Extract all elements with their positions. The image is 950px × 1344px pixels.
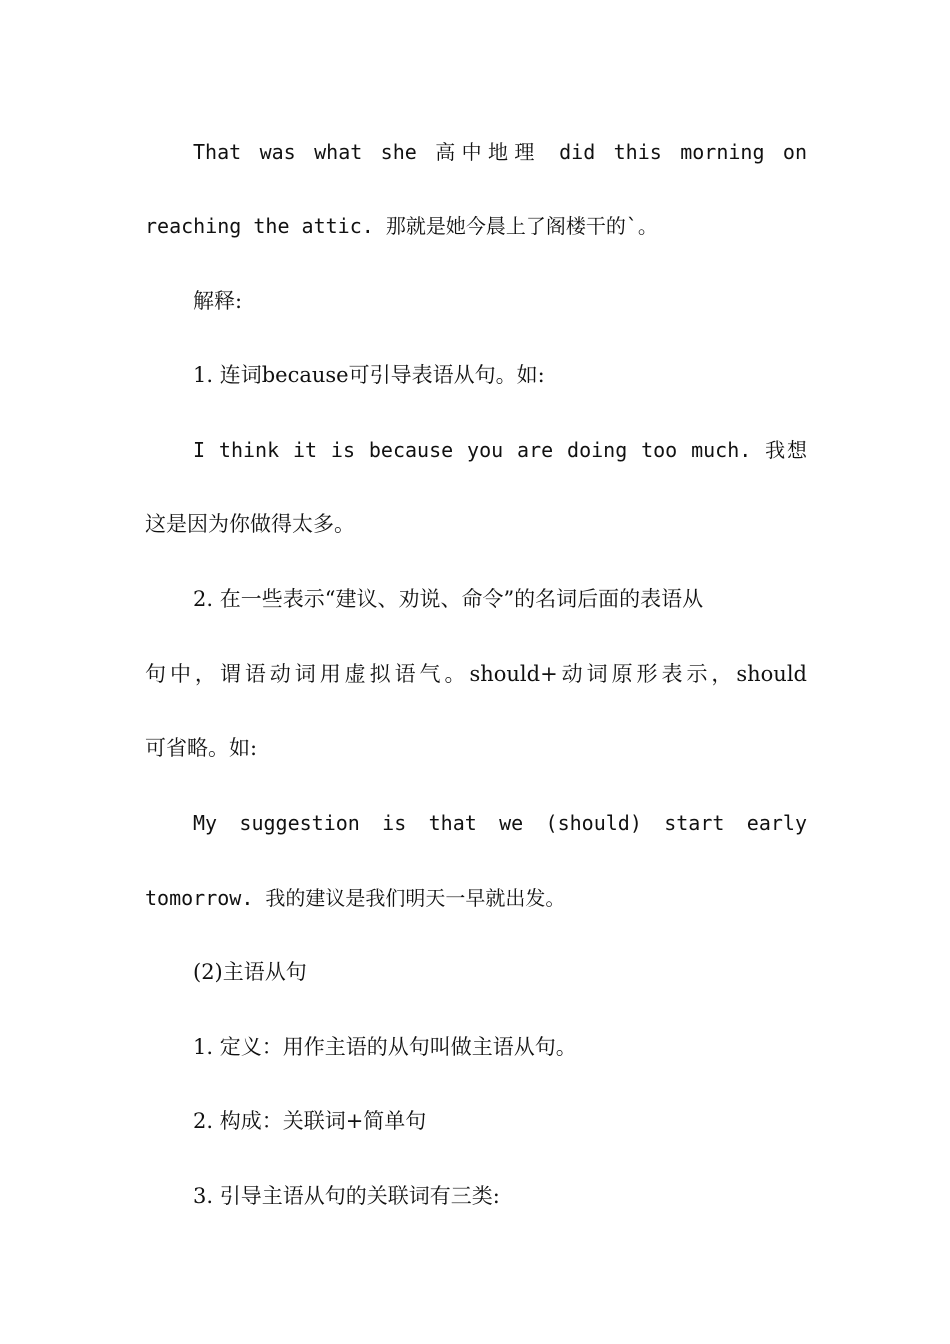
text-line-13: 1. 定义：用作主语的从句叫做主语从句。 <box>193 1035 577 1059</box>
text-line-6: 这是因为你做得太多。 <box>145 512 355 536</box>
text-line-4: 1. 连词because可引导表语从句。如: <box>193 363 545 387</box>
text-line-7: 2. 在一些表示“建议、劝说、命令”的名词后面的表语从 <box>193 587 704 611</box>
text-line-11: tomorrow. 我的建议是我们明天一早就出发。 <box>145 886 566 910</box>
text-line-5: I think it is because you are doing too much. 我想 <box>193 438 807 462</box>
text-line-15: 3. 引导主语从句的关联词有三类: <box>193 1184 500 1208</box>
text-line-8: 句中，谓语动词用虚拟语气。should+动词原形表示，should <box>145 662 807 686</box>
text-line-9: 可省略。如: <box>145 736 258 760</box>
text-line-3: 解释: <box>193 289 243 313</box>
text-line-1: That was what she 高中地理 did this morning on <box>193 140 807 164</box>
text-line-2: reaching the attic. 那就是她今晨上了阁楼干的`。 <box>145 214 658 238</box>
text-line-14: 2. 构成：关联词+简单句 <box>193 1109 427 1133</box>
section-heading-subject-clause: (2)主语从句 <box>193 960 307 984</box>
text-line-10: My suggestion is that we (should) start early <box>193 811 807 835</box>
